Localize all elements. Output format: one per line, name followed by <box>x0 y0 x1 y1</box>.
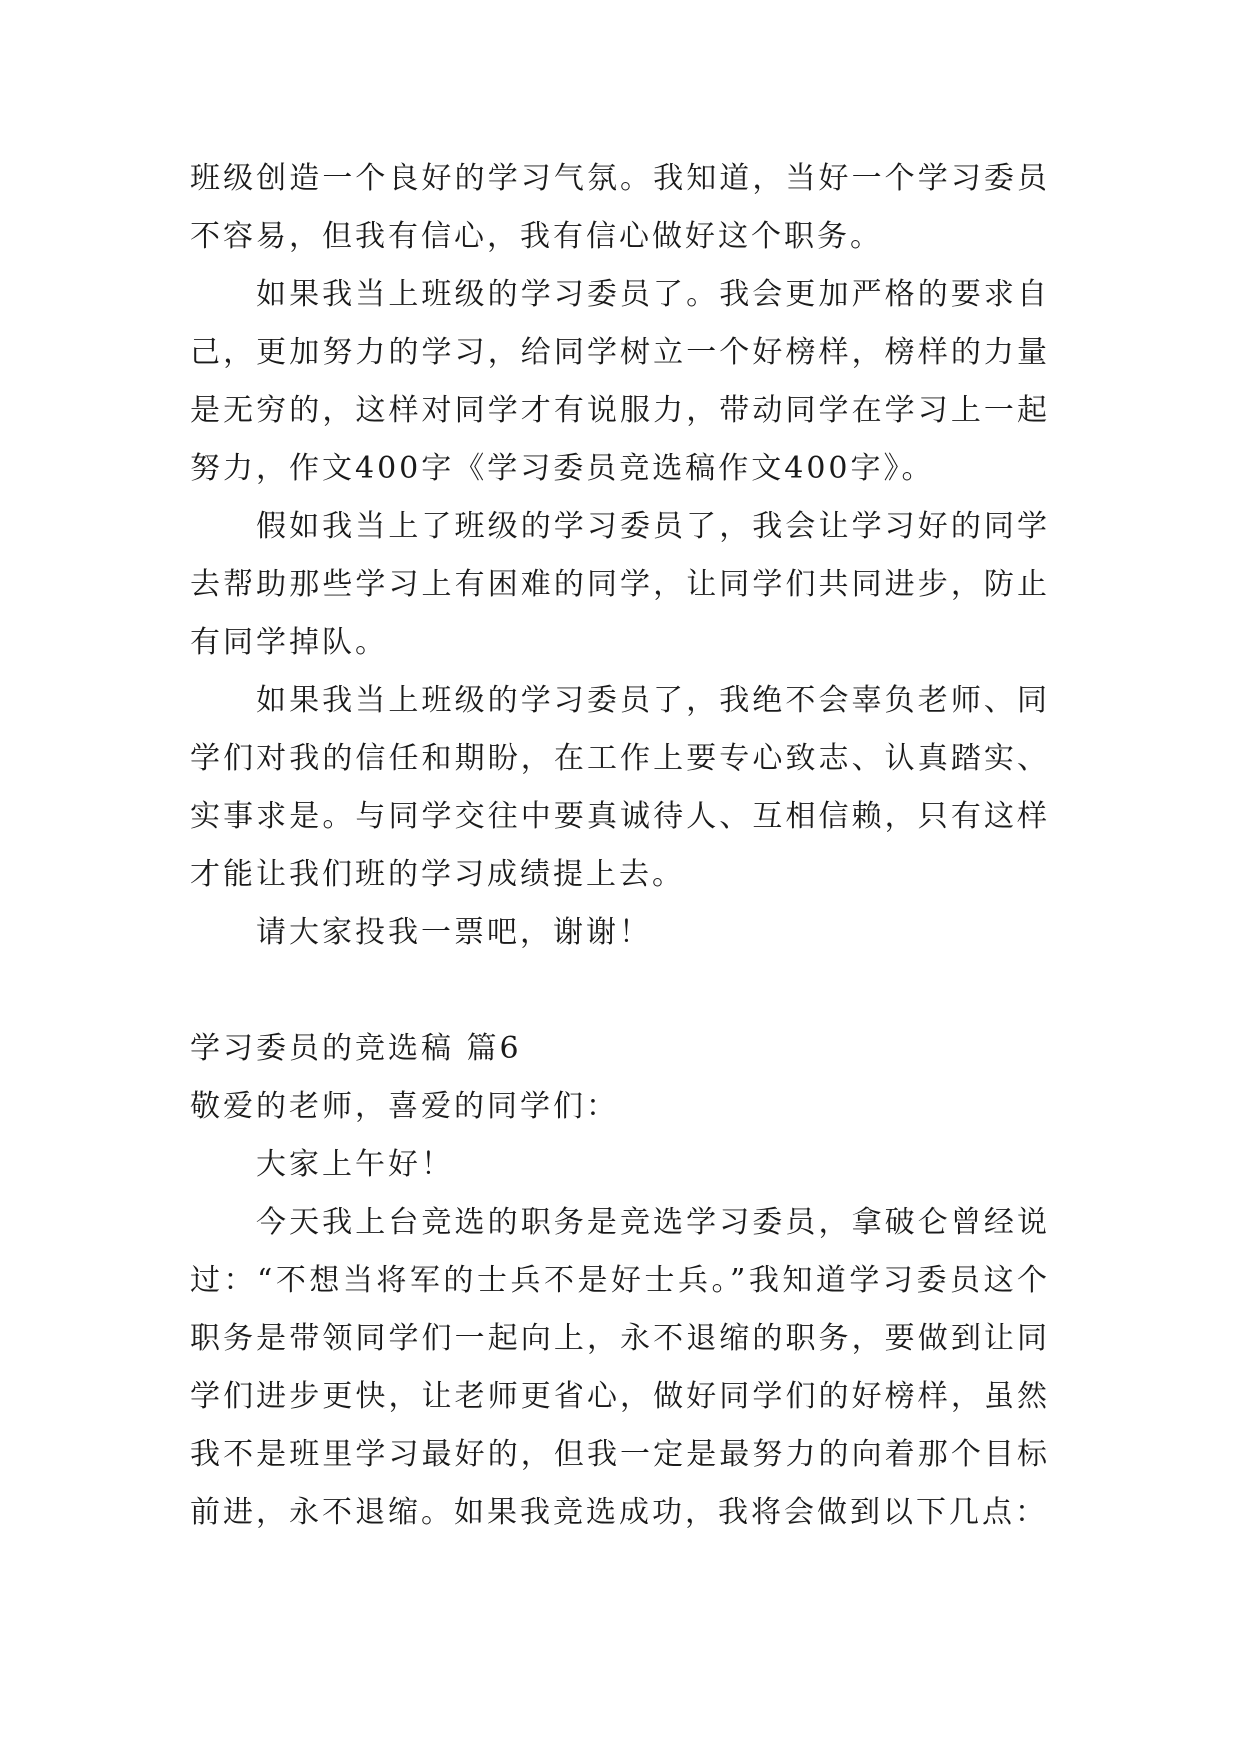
paragraph-class-atmosphere: 班级创造一个良好的学习气氛。我知道，当好一个学习委员不容易，但我有信心，我有信心做好这个职务。 <box>190 161 1050 254</box>
paragraph-campaign-body: 今天我上台竞选的职务是竞选学习委员，拿破仑曾经说过：“不想当将军的士兵不是好士兵。”我知道学习委员这个职务是带领同学们一起向上，永不退缩的职务，要做到让同学们进步更快，让老师更省心，做好同学们的好榜样，虽然我不是班里学习最好的，但我一定是最努力的向着那个目标前进，永不退缩。如果我竞选成功，我将会做到以下几点： <box>190 1205 1050 1530</box>
paragraph-trust: 如果我当上班级的学习委员了，我绝不会辜负老师、同学们对我的信任和期盼，在工作上要专心致志、认真踏实、实事求是。与同学交往中要真诚待人、互相信赖，只有这样才能让我们班的学习成绩提上去。 <box>190 683 1050 892</box>
section-heading: 学习委员的竞选稿 篇6 <box>190 1031 522 1066</box>
paragraph-strict-self: 如果我当上班级的学习委员了。我会更加严格的要求自己，更加努力的学习，给同学树立一个好榜样，榜样的力量是无穷的，这样对同学才有说服力，带动同学在学习上一起努力，作文400字《学习委员竞选稿作文400字》。 <box>190 277 1050 486</box>
paragraph-help-classmates: 假如我当上了班级的学习委员了，我会让学习好的同学去帮助那些学习上有困难的同学，让同学们共同进步，防止有同学掉队。 <box>190 509 1050 660</box>
paragraph-vote-request: 请大家投我一票吧，谢谢！ <box>256 915 652 950</box>
document-body <box>190 150 1050 1542</box>
salutation: 敬爱的老师，喜爱的同学们： <box>190 1089 619 1124</box>
greeting: 大家上午好！ <box>256 1147 454 1182</box>
